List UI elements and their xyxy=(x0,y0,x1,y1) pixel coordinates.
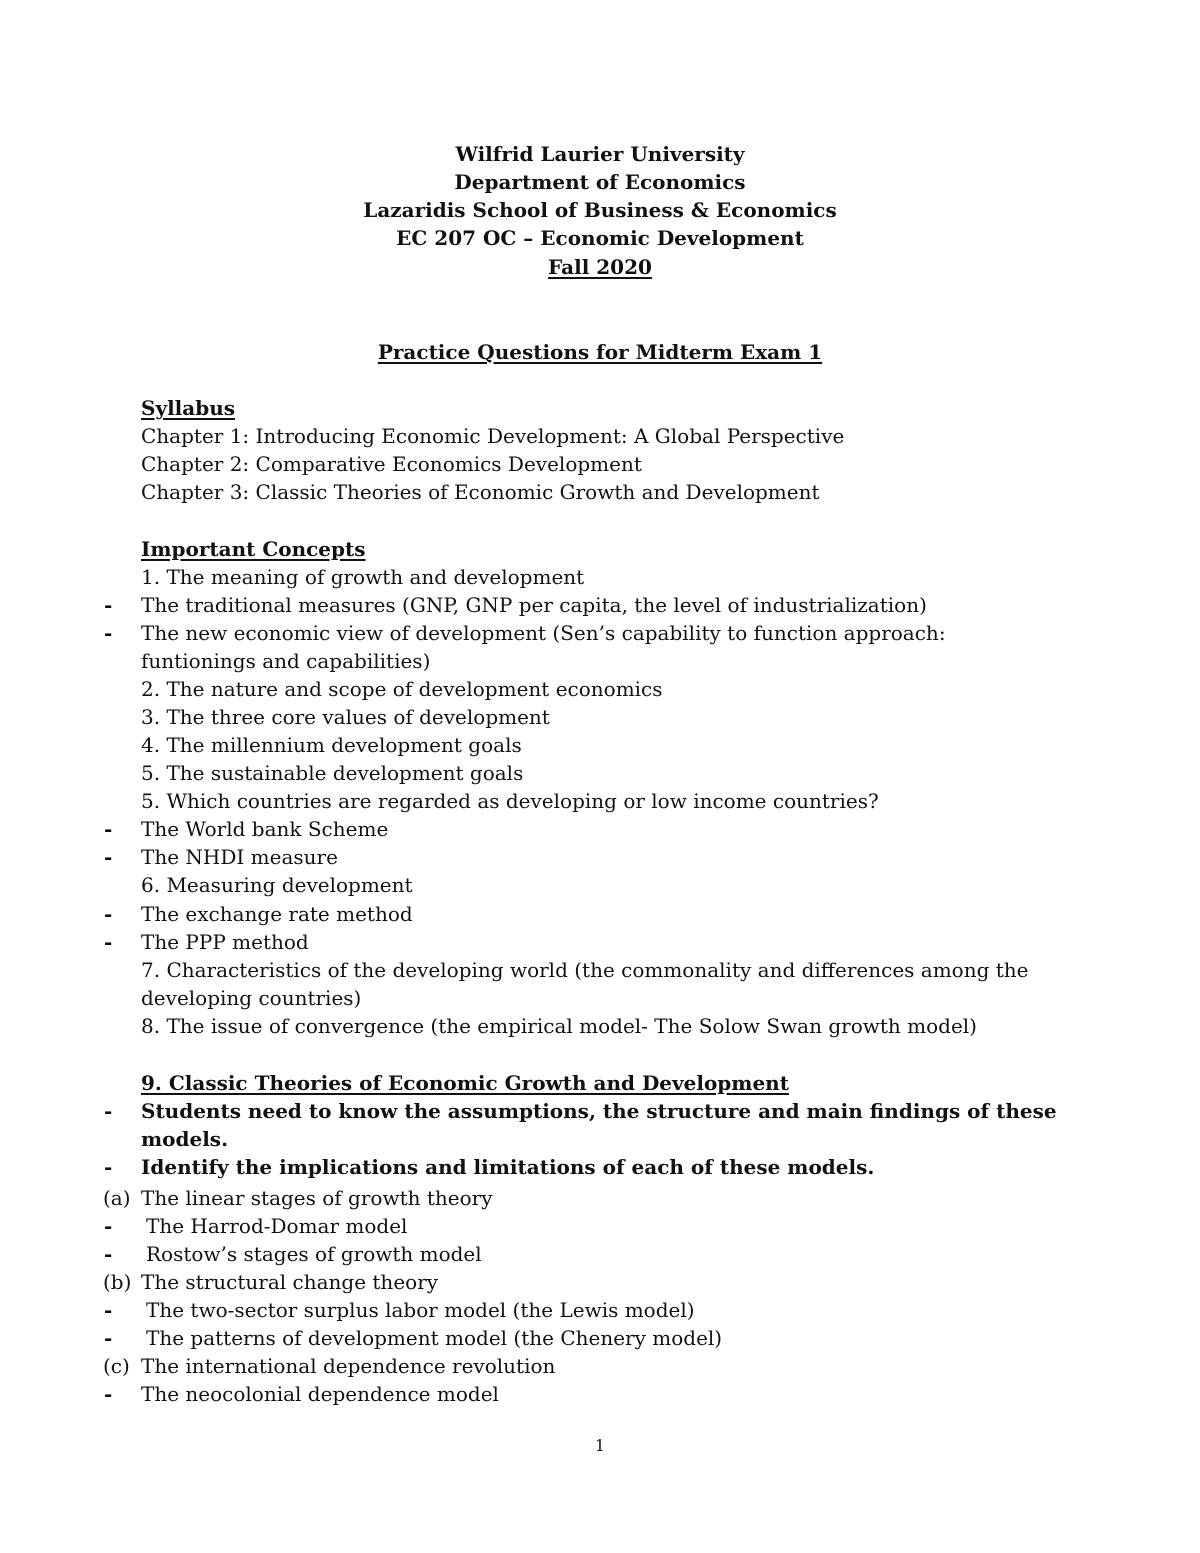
concept-item-3: The new economic view of development (Sen’s capability to function approach: xyxy=(141,621,946,645)
bullet-dash: - xyxy=(104,817,113,841)
school-name: Lazaridis School of Business & Economics xyxy=(363,198,837,222)
university-name: Wilfrid Laurier University xyxy=(455,142,745,166)
bullet-dash: - xyxy=(104,1155,113,1179)
syllabus-chapter-3: Chapter 3: Classic Theories of Economic Growth and Development xyxy=(141,480,820,504)
concept-item-9: The World bank Scheme xyxy=(141,817,389,841)
bullet-dash: - xyxy=(104,593,113,617)
concept-item-15: 8. The issue of convergence (the empirical model- The Solow Swan growth model) xyxy=(141,1014,977,1038)
term-text: Fall 2020 xyxy=(548,255,652,279)
concept-item-1: 1. The meaning of growth and development xyxy=(141,565,585,589)
theories-note-1: Students need to know the assumptions, the structure and main findings of these xyxy=(141,1099,1057,1123)
theories-note-2: Identify the implications and limitations of each of these models. xyxy=(141,1155,875,1179)
group-label-a: The linear stages of growth theory xyxy=(141,1186,493,1210)
bullet-dash: - xyxy=(104,930,113,954)
group-a-model-1: The Harrod-Domar model xyxy=(146,1214,408,1238)
concept-item-3-continued: funtionings and capabilities) xyxy=(141,649,431,673)
group-b-model-2: The patterns of development model (the Chenery model) xyxy=(146,1326,723,1350)
theories-heading: 9. Classic Theories of Economic Growth and Development xyxy=(141,1071,789,1095)
course-title: EC 207 OC – Economic Development xyxy=(396,226,804,250)
group-marker-a: (a) xyxy=(103,1186,131,1210)
group-marker-c: (c) xyxy=(103,1354,130,1378)
group-label-b: The structural change theory xyxy=(141,1270,439,1294)
bullet-dash: - xyxy=(104,1214,113,1238)
page-title-text: Practice Questions for Midterm Exam 1 xyxy=(377,340,823,364)
department-name: Department of Economics xyxy=(454,170,746,194)
concept-item-4: 2. The nature and scope of development economics xyxy=(141,677,663,701)
bullet-dash: - xyxy=(104,1099,113,1123)
group-marker-b: (b) xyxy=(103,1270,132,1294)
bullet-dash: - xyxy=(104,1382,113,1406)
concept-item-5: 3. The three core values of development xyxy=(141,705,550,729)
concepts-heading: Important Concepts xyxy=(141,537,366,561)
concept-item-14: 7. Characteristics of the developing world (the commonality and differences among the xyxy=(141,958,1029,982)
bullet-dash: - xyxy=(104,1298,113,1322)
theories-note-1-continued: models. xyxy=(141,1127,229,1151)
bullet-dash: - xyxy=(104,845,113,869)
concept-item-12: The exchange rate method xyxy=(141,902,413,926)
concept-item-8: 5. Which countries are regarded as developing or low income countries? xyxy=(141,789,879,813)
group-a-model-2: Rostow’s stages of growth model xyxy=(146,1242,482,1266)
bullet-dash: - xyxy=(104,1242,113,1266)
bullet-dash: - xyxy=(104,621,113,645)
concept-item-2: The traditional measures (GNP, GNP per capita, the level of industrialization) xyxy=(141,593,927,617)
syllabus-chapter-1: Chapter 1: Introducing Economic Development: A Global Perspective xyxy=(141,424,845,448)
concept-item-7: 5. The sustainable development goals xyxy=(141,761,524,785)
concept-item-6: 4. The millennium development goals xyxy=(141,733,522,757)
page-title xyxy=(0,338,1200,366)
bullet-dash: - xyxy=(104,1326,113,1350)
page-number: 1 xyxy=(594,1436,606,1455)
syllabus-heading: Syllabus xyxy=(141,396,236,420)
concept-item-10: The NHDI measure xyxy=(141,845,338,869)
concept-item-14-continued: developing countries) xyxy=(141,986,362,1010)
concept-item-11: 6. Measuring development xyxy=(141,873,413,897)
bullet-dash: - xyxy=(104,902,113,926)
group-b-model-1: The two-sector surplus labor model (the Lewis model) xyxy=(146,1298,695,1322)
group-c-model-1: The neocolonial dependence model xyxy=(141,1382,499,1406)
syllabus-chapter-2: Chapter 2: Comparative Economics Development xyxy=(141,452,642,476)
group-label-c: The international dependence revolution xyxy=(141,1354,556,1378)
concept-item-13: The PPP method xyxy=(141,930,309,954)
term xyxy=(0,253,1200,281)
